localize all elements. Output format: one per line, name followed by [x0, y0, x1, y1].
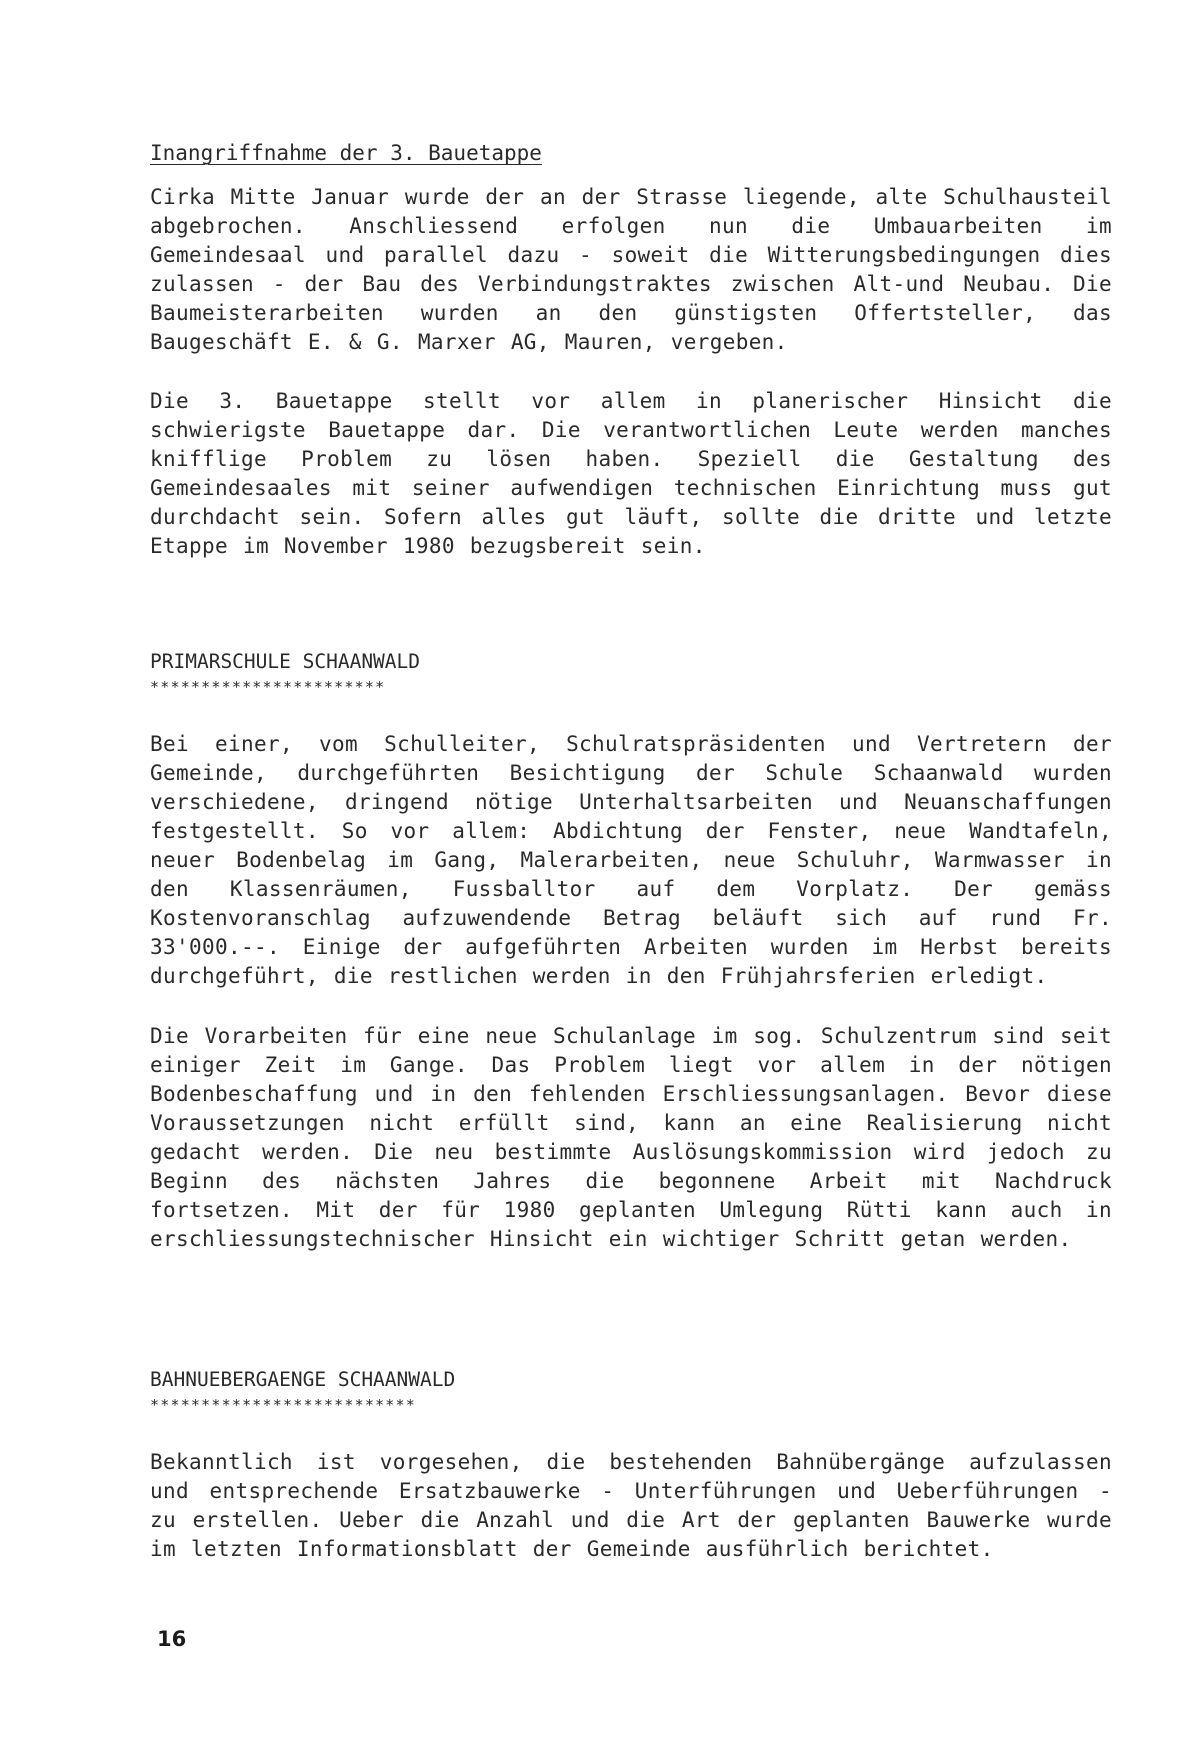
stage3-paragraph-1: Cirka Mitte Januar wurde der an der Strasse liegende, alte Schulhausteil abgebrochen. Anschliessend erfolgen nun die Umbauarbeiten im Gemeindesaal und parallel dazu - soweit die Witterungsbedingungen dies zulassen - der Bau des Verbindungstraktes zwischen Alt-und Neubau. Die Baumeisterarbeiten wurden an den günstigsten Offertsteller, das Baugeschäft E. & G. Marxer AG, Mauren, vergeben. — [150, 185, 1112, 354]
primarschule-star-rule: *********************** — [150, 678, 386, 696]
bahnuebergaenge-paragraph-1: Bekanntlich ist vorgesehen, die bestehenden Bahnübergänge aufzulassen und entsprechende Ersatzbauwerke - Unterführungen und Ueberführungen - zu erstellen. Ueber die Anzahl und die Art der geplanten Bauwerke wurde im letzten Informationsblatt der Gemeinde ausführlich berichtet. — [150, 1450, 1112, 1561]
stage3-heading: Inangriffnahme der 3. Bauetappe — [150, 141, 542, 165]
bahnuebergaenge-heading: BAHNUEBERGAENGE SCHAANWALD — [150, 1368, 456, 1391]
primarschule-paragraph-2: Die Vorarbeiten für eine neue Schulanlage im sog. Schulzentrum sind seit einiger Zeit im Gange. Das Problem liegt vor allem in der nötigen Bodenbeschaffung und in den fehlenden Erschliessungsanlagen. Bevor diese Voraussetzungen nicht erfüllt sind, kann an eine Realisierung nicht gedacht werden. Die neu bestimmte Auslösungskommission wird jedoch zu Beginn des nächsten Jahres die begonnene Arbeit mit Nachdruck fortsetzen. Mit der für 1980 geplanten Umlegung Rütti kann auch in erschliessungstechnischer Hinsicht ein wichtiger Schritt getan werden. — [150, 1024, 1112, 1251]
primarschule-heading: PRIMARSCHULE SCHAANWALD — [150, 650, 421, 673]
page-number: 16 — [157, 1627, 187, 1651]
bahnuebergaenge-star-rule: ************************** — [150, 1396, 416, 1414]
primarschule-paragraph-1: Bei einer, vom Schulleiter, Schulratspräsidenten und Vertretern der Gemeinde, durchgeführten Besichtigung der Schule Schaanwald wurden verschiedene, dringend nötige Unterhaltsarbeiten und Neuanschaffungen festgestellt. So vor allem: Abdichtung der Fenster, neue Wandtafeln, neuer Bodenbelag im Gang, Malerarbeiten, neue Schuluhr, Warmwasser in den Klassenräumen, Fussballtor auf dem Vorplatz. Der gemäss Kostenvoranschlag aufzuwendende Betrag beläuft sich auf rund Fr. 33'000.--. Einige der aufgeführten Arbeiten wurden im Herbst bereits durchgeführt, die restlichen werden in den Frühjahrsferien erledigt. — [150, 732, 1112, 988]
stage3-paragraph-2: Die 3. Bauetappe stellt vor allem in planerischer Hinsicht die schwierigste Bauetappe dar. Die verantwortlichen Leute werden manches knifflige Problem zu lösen haben. Speziell die Gestaltung des Gemeindesaales mit seiner aufwendigen technischen Einrichtung muss gut durchdacht sein. Sofern alles gut läuft, sollte die dritte und letzte Etappe im November 1980 bezugsbereit sein. — [150, 389, 1112, 558]
